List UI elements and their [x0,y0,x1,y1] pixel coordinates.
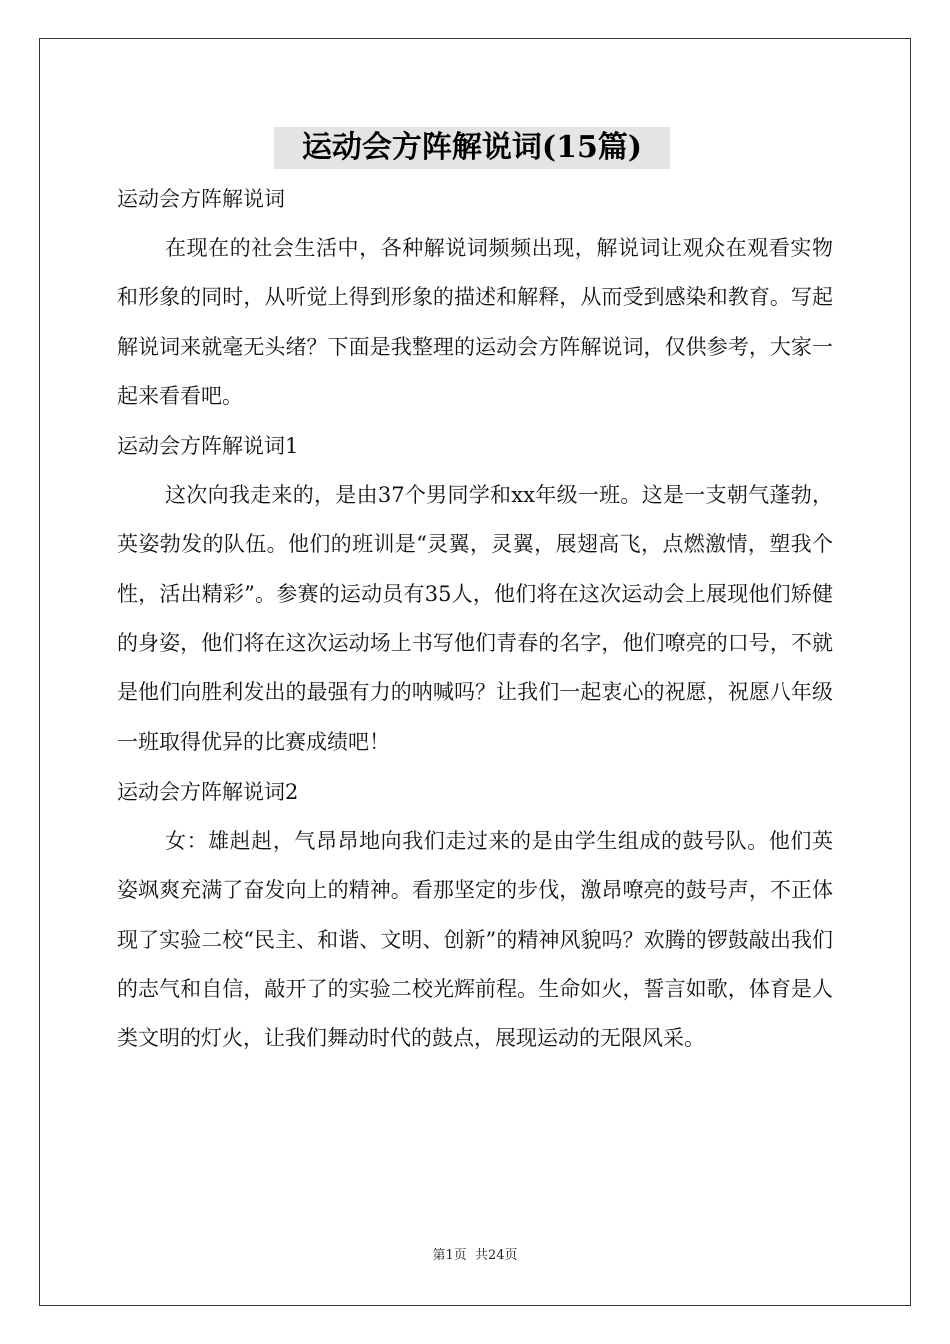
section-paragraph: 女：雄赳赳，气昂昂地向我们走过来的是由学生组成的鼓号队。他们英姿飒爽充满了奋发向上的精神。看那坚定的步伐，激昂嘹亮的鼓号声，不正体现了实验二校“民主、和谐、文明、创新”的精神风貌吗？欢腾的锣鼓敲出我们的志气和自信，敲开了的实验二校光辉前程。生命如火，誓言如歌，体育是人类文明的灯火，让我们舞动时代的鼓点，展现运动的无限风采。 [117,828,833,1051]
section-paragraph: 在现在的社会生活中，各种解说词频频出现，解说词让观众在观看实物和形象的同时，从听觉上得到形象的描述和解释，从而受到感染和教育。写起解说词来就毫无头绪？下面是我整理的运动会方阵解说词，仅供参考，大家一起来看看吧。 [117,236,833,408]
page-footer: 第1页 共24页 [432,1248,518,1263]
section-heading: 运动会方阵解说词 [117,187,285,211]
section-heading: 运动会方阵解说词2 [117,779,299,804]
document-body [117,174,833,1063]
section-heading: 运动会方阵解说词1 [117,434,299,459]
document-title: 运动会方阵解说词(15篇) [274,127,670,169]
section-paragraph: 这次向我走来的，是由37个男同学和xx年级一班。这是一支朝气蓬勃，英姿勃发的队伍。他们的班训是“灵翼，灵翼，展翅高飞，点燃激情，塑我个性，活出精彩”。参赛的运动员有35人，他们将在这次运动会上展现他们矫健的身姿，他们将在这次运动场上书写他们青春的名字，他们嘹亮的口号，不就是他们向胜利发出的最强有力的呐喊吗？让我们一起衷心的祝愿，祝愿八年级一班取得优异的比赛成绩吧！ [117,483,833,754]
